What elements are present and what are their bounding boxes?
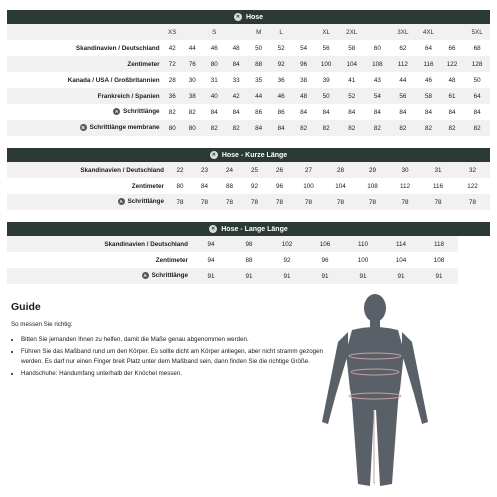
table-cell: 35 [247,72,270,88]
table-cell: 30 [389,162,421,178]
table-cell: 56 [389,88,418,104]
table-cell: 26 [267,162,292,178]
table-cell: 84 [366,104,389,120]
table-cell: 100 [344,252,382,268]
info-icon: A [119,199,123,205]
table-cell: 84 [337,104,366,120]
size-header-cell [225,24,248,40]
table-cell: 72 [164,56,181,72]
size-header-cell: M [247,24,270,40]
row-label [7,56,164,72]
table-cell: 58 [417,88,440,104]
size-header-cell [181,24,204,40]
table-row [7,40,490,56]
table-cell: 91 [306,268,344,284]
row-label-text: Kanada / USA / Großbritannien [67,76,160,84]
size-table [7,24,490,136]
table-row [7,56,490,72]
table-cell: 84 [417,104,440,120]
table-cell: 82 [315,120,338,136]
table-cell: 82 [366,120,389,136]
table-cell: 48 [292,88,315,104]
table-cell: 44 [389,72,418,88]
size-header-cell: XL [315,24,338,40]
table-cell: 84 [225,56,248,72]
table-title: Hose [245,13,264,21]
table-cell: 112 [389,178,421,194]
row-label-text: Skandinavien / Deutschland [104,240,188,248]
table-cell: 122 [455,178,490,194]
table-cell: 32 [455,162,490,178]
table-cell: 33 [225,72,248,88]
table-cell: 80 [168,178,192,194]
table-cell: 25 [242,162,267,178]
size-table-short [7,148,490,210]
table-cell: 24 [217,162,242,178]
table-title: Hose - Lange Länge [221,225,288,233]
table-cell: 82 [203,120,224,136]
table-cell: 61 [440,88,465,104]
info-icon: A [143,273,147,279]
row-label-text: Skandinavien / Deutschland [75,44,160,52]
table-cell: 82 [225,120,248,136]
guide-intro: So messen Sie richtig: [11,321,73,328]
table-cell: 78 [242,194,267,210]
table-cell: 31 [421,162,455,178]
table-cell: 43 [366,72,389,88]
table-cell: 48 [440,72,465,88]
info-icon: A [115,109,119,115]
table-cell: 100 [315,56,338,72]
table-cell: 84 [440,104,465,120]
info-icon: B [81,125,85,131]
row-label-text: Zentimeter [155,256,188,264]
table-cell: 54 [366,88,389,104]
table-title: Hose - Kurze Länge [221,151,288,159]
table-cell: 68 [464,40,490,56]
guide-item: • Führen Sie das Maßband rund um den Körper. Es sollte dicht am Körper anliegen, aber nicht stramm gezogen werden. Es darf nur einen Finger breit Platz unter dem Maßband sein, dann finden Sie die richtige Größe. [21,347,326,367]
human-silhouette-icon [300,292,485,492]
body-measurement-figure [300,292,485,492]
table-cell: 110 [344,236,382,252]
row-label-text: Zentimeter [127,60,160,68]
table-cell: 91 [192,268,230,284]
table-row [7,104,490,120]
table-cell: 78 [421,194,455,210]
table-cell: 46 [417,72,440,88]
table-cell: 30 [181,72,204,88]
guide-item: • Handschuhe: Handumfang unterhalb der Knöchel messen. [21,369,326,379]
table-cell: 42 [164,40,181,56]
table-cell: 36 [164,88,181,104]
table-row [7,88,490,104]
table-cell: 108 [366,56,389,72]
table-row [7,72,490,88]
table-cell: 78 [356,194,389,210]
table-cell: 82 [181,104,204,120]
table-cell: 88 [230,252,268,268]
row-label [7,104,164,120]
table-cell: 84 [292,104,315,120]
table-row [7,252,490,268]
table-cell: 78 [217,194,242,210]
size-header-cell: 5XL [464,24,490,40]
table-cell: 46 [270,88,293,104]
brand-badge-icon: ✕ [211,152,216,158]
table-cell: 94 [192,236,230,252]
row-label-text: Zentimeter [131,182,164,190]
table-cell: 80 [203,56,224,72]
table-cell: 86 [247,104,270,120]
table-cell: 78 [455,194,490,210]
table-cell: 112 [389,56,418,72]
table-cell: 128 [464,56,490,72]
table-cell: 96 [292,56,315,72]
table-cell: 50 [315,88,338,104]
size-header-cell [366,24,389,40]
row-label [7,162,168,178]
table-cell: 80 [181,120,204,136]
table-cell: 82 [337,120,366,136]
table-cell: 58 [337,40,366,56]
table-cell: 92 [268,252,306,268]
row-label [7,72,164,88]
table-cell: 44 [181,40,204,56]
brand-badge-icon: ✕ [235,14,241,20]
row-label [7,120,164,136]
table-cell: 82 [464,120,490,136]
table-cell: 78 [168,194,192,210]
table-cell: 84 [203,104,224,120]
guide-item: • Bitten Sie jemanden Ihnen zu helfen, damit die Maße genau abgenommen werden. [21,335,326,345]
table-cell: 108 [420,252,458,268]
table-cell: 56 [315,40,338,56]
table-cell: 78 [192,194,217,210]
row-label-text: Schrittlänge [151,272,188,280]
guide-list [11,335,326,379]
brand-badge-icon: ✕ [211,226,216,232]
table-cell: 84 [464,104,490,120]
row-label [7,88,164,104]
size-header-cell: S [203,24,224,40]
table-cell: 82 [389,120,418,136]
table-header [7,148,490,162]
row-label [7,40,164,56]
row-label-text: Skandinavien / Deutschland [80,166,164,174]
table-cell: 41 [337,72,366,88]
table-cell: 116 [421,178,455,194]
table-row [7,236,490,252]
table-cell: 88 [247,56,270,72]
row-label-text: Schrittlänge [123,108,160,116]
table-cell: 80 [164,120,181,136]
table-cell: 28 [164,72,181,88]
table-row [7,194,490,210]
table-cell: 40 [203,88,224,104]
table-header [7,222,490,236]
table-cell: 82 [292,120,315,136]
table-cell: 84 [389,104,418,120]
table-cell: 104 [325,178,356,194]
size-table [7,162,490,210]
table-cell: 78 [292,194,325,210]
table-cell: 88 [217,178,242,194]
table-cell: 122 [440,56,465,72]
size-table-long [7,222,490,284]
table-cell: 36 [270,72,293,88]
table-cell: 100 [292,178,325,194]
table-row [7,178,490,194]
table-cell: 84 [315,104,338,120]
table-cell: 50 [247,40,270,56]
table-cell: 108 [356,178,389,194]
table-cell: 91 [382,268,420,284]
table-cell: 54 [292,40,315,56]
table-cell: 92 [270,56,293,72]
table-cell: 31 [203,72,224,88]
guide-title: Guide [11,301,41,313]
table-cell: 52 [337,88,366,104]
table-cell: 104 [382,252,420,268]
table-cell: 92 [242,178,267,194]
table-cell: 64 [417,40,440,56]
table-cell: 52 [270,40,293,56]
table-cell: 78 [389,194,421,210]
row-label-text: Schrittlänge [127,198,164,206]
size-header-cell: 2XL [337,24,366,40]
table-cell: 60 [366,40,389,56]
table-cell: 64 [464,88,490,104]
table-cell: 94 [192,252,230,268]
table-row [7,268,490,284]
table-cell: 38 [292,72,315,88]
table-cell: 91 [420,268,458,284]
table-cell: 102 [268,236,306,252]
table-cell: 78 [325,194,356,210]
table-cell: 42 [225,88,248,104]
table-header [7,10,490,24]
table-cell: 78 [267,194,292,210]
table-cell: 39 [315,72,338,88]
table-cell: 44 [247,88,270,104]
size-header-cell: L [270,24,293,40]
size-header-cell [440,24,465,40]
table-row [7,120,490,136]
table-cell: 84 [192,178,217,194]
table-cell: 82 [440,120,465,136]
table-cell: 116 [417,56,440,72]
table-cell: 46 [203,40,224,56]
size-table [7,236,490,284]
table-cell: 91 [230,268,268,284]
table-cell: 50 [464,72,490,88]
size-header-cell: 3XL [389,24,418,40]
table-cell: 91 [268,268,306,284]
table-cell: 96 [267,178,292,194]
empty-cell [7,24,164,40]
size-header-row [7,24,490,40]
row-label [7,194,168,210]
table-cell: 106 [306,236,344,252]
row-label [7,252,192,268]
table-cell: 114 [382,236,420,252]
table-cell: 66 [440,40,465,56]
table-cell: 86 [270,104,293,120]
table-row [7,162,490,178]
row-label-text: Frankreich / Spanien [97,92,160,100]
table-cell: 76 [181,56,204,72]
table-cell: 27 [292,162,325,178]
table-cell: 96 [306,252,344,268]
table-cell: 118 [420,236,458,252]
table-cell: 84 [247,120,270,136]
table-cell: 48 [225,40,248,56]
table-cell: 29 [356,162,389,178]
table-cell: 84 [225,104,248,120]
table-cell: 84 [270,120,293,136]
table-cell: 82 [164,104,181,120]
row-label [7,178,168,194]
size-header-cell: XS [164,24,181,40]
table-cell: 62 [389,40,418,56]
size-header-cell [292,24,315,40]
row-label-text: Schrittlänge membrane [89,124,160,132]
table-cell: 82 [417,120,440,136]
table-cell: 98 [230,236,268,252]
table-cell: 38 [181,88,204,104]
measurement-guide [11,301,326,381]
table-cell: 22 [168,162,192,178]
size-table-trousers [7,10,490,136]
table-cell: 23 [192,162,217,178]
table-cell: 28 [325,162,356,178]
table-cell: 104 [337,56,366,72]
row-label [7,268,192,284]
table-cell: 91 [344,268,382,284]
size-header-cell: 4XL [417,24,440,40]
row-label [7,236,192,252]
